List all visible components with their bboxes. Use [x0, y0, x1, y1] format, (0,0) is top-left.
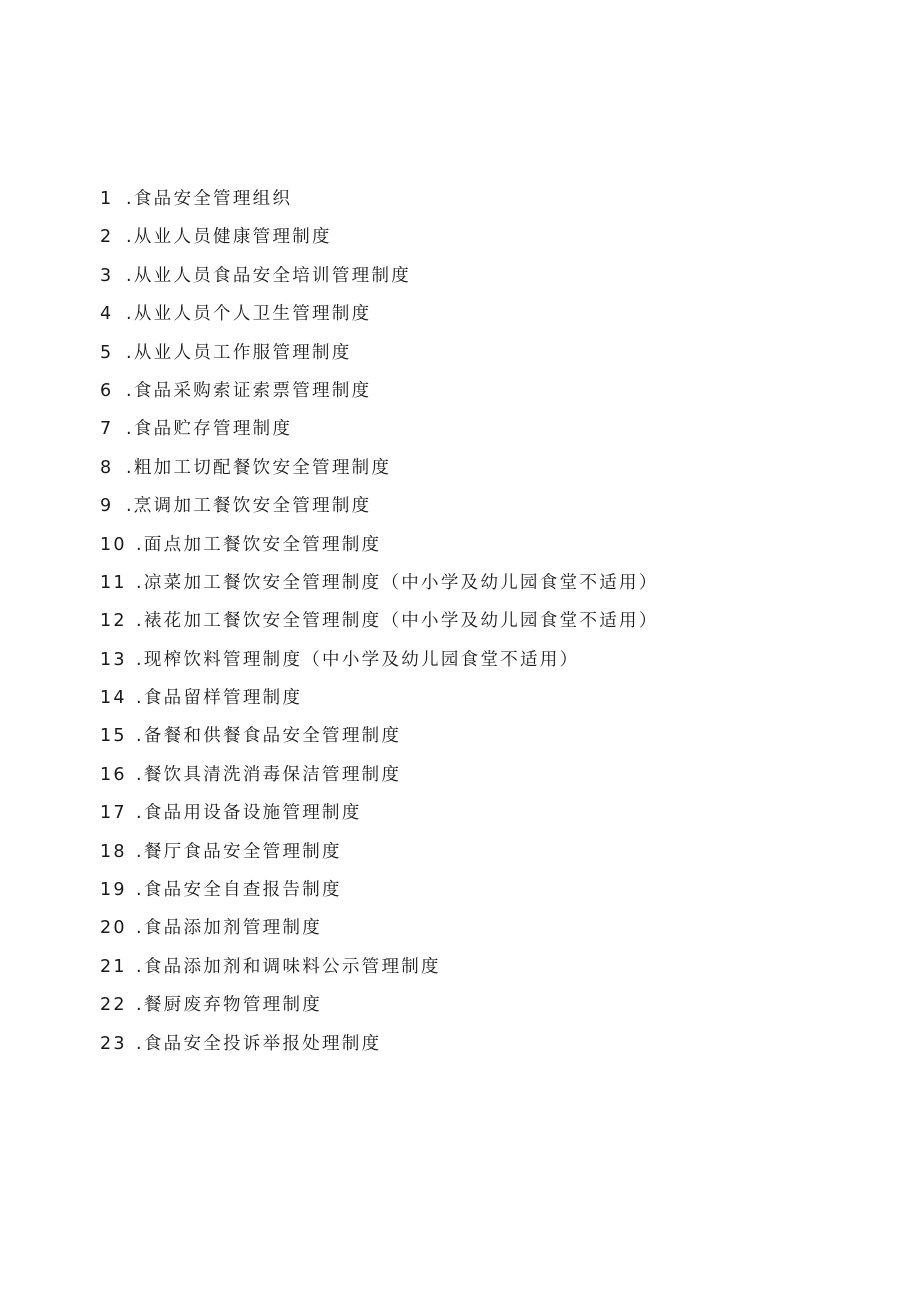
list-item	[100, 410, 659, 448]
list-item	[100, 372, 659, 410]
list-item	[100, 948, 659, 986]
item-number: 23	[100, 1033, 127, 1054]
item-number: 16	[100, 764, 127, 785]
item-number: 2	[100, 227, 114, 248]
item-number: 20	[100, 918, 127, 939]
list-item	[100, 756, 659, 794]
item-number: 17	[100, 803, 127, 824]
item-title: .食品添加剂管理制度	[136, 918, 323, 939]
item-title: .食品用设备设施管理制度	[136, 803, 362, 824]
item-title: .食品采购索证索票管理制度	[126, 380, 372, 401]
list-item	[100, 449, 659, 487]
item-number: 21	[100, 956, 127, 977]
list-item	[100, 1025, 659, 1063]
item-title: .食品安全自查报告制度	[136, 880, 342, 901]
list-item	[100, 564, 659, 602]
item-title: .食品安全管理组织	[126, 189, 293, 209]
item-title: .凉菜加工餐饮安全管理制度（中小学及幼儿园食堂不适用）	[136, 572, 659, 593]
item-number: 13	[100, 649, 127, 670]
list-item	[100, 180, 659, 218]
item-number: 9	[100, 496, 114, 517]
list-item	[100, 679, 659, 717]
item-title: .面点加工餐饮安全管理制度	[136, 534, 382, 555]
item-title: .餐厅食品安全管理制度	[136, 841, 342, 862]
item-number: 7	[100, 419, 114, 440]
list-item	[100, 986, 659, 1024]
item-number: 8	[100, 457, 114, 478]
item-number: 15	[100, 726, 127, 747]
list-item	[100, 794, 659, 832]
item-number: 11	[100, 572, 127, 593]
item-title: .食品添加剂和调味料公示管理制度	[136, 956, 441, 977]
item-title: .现榨饮料管理制度（中小学及幼儿园食堂不适用）	[136, 649, 580, 670]
list-item	[100, 295, 659, 333]
item-title: .从业人员个人卫生管理制度	[126, 304, 372, 325]
list-item	[100, 602, 659, 640]
list-item	[100, 334, 659, 372]
item-title: .餐厨废弃物管理制度	[136, 995, 323, 1016]
item-number: 6	[100, 380, 114, 401]
item-title: .食品贮存管理制度	[126, 419, 293, 440]
item-title: .从业人员健康管理制度	[126, 227, 332, 248]
item-number: 3	[100, 265, 114, 286]
item-number: 14	[100, 688, 127, 709]
item-number: 12	[100, 611, 127, 632]
item-number: 18	[100, 841, 127, 862]
item-number: 10	[100, 534, 127, 555]
item-number: 22	[100, 995, 127, 1016]
list-item	[100, 909, 659, 947]
item-title: .餐饮具清洗消毒保洁管理制度	[136, 764, 402, 785]
item-number: 4	[100, 304, 114, 325]
list-item	[100, 526, 659, 564]
list-item	[100, 717, 659, 755]
item-title: .备餐和供餐食品安全管理制度	[136, 726, 402, 747]
item-title: .从业人员食品安全培训管理制度	[126, 265, 412, 286]
item-title: .烹调加工餐饮安全管理制度	[126, 496, 372, 517]
list-item	[100, 641, 659, 679]
item-title: .粗加工切配餐饮安全管理制度	[126, 457, 392, 478]
item-title: .裱花加工餐饮安全管理制度（中小学及幼儿园食堂不适用）	[136, 611, 659, 632]
list-item	[100, 257, 659, 295]
list-item	[100, 218, 659, 256]
item-title: .食品安全投诉举报处理制度	[136, 1033, 382, 1054]
item-title: .食品留样管理制度	[136, 688, 303, 709]
item-number: 1	[100, 189, 114, 209]
item-number: 19	[100, 880, 127, 901]
table-of-contents	[100, 180, 659, 1063]
list-item	[100, 487, 659, 525]
item-title: .从业人员工作服管理制度	[126, 342, 352, 363]
list-item	[100, 871, 659, 909]
item-number: 5	[100, 342, 114, 363]
list-item	[100, 833, 659, 871]
